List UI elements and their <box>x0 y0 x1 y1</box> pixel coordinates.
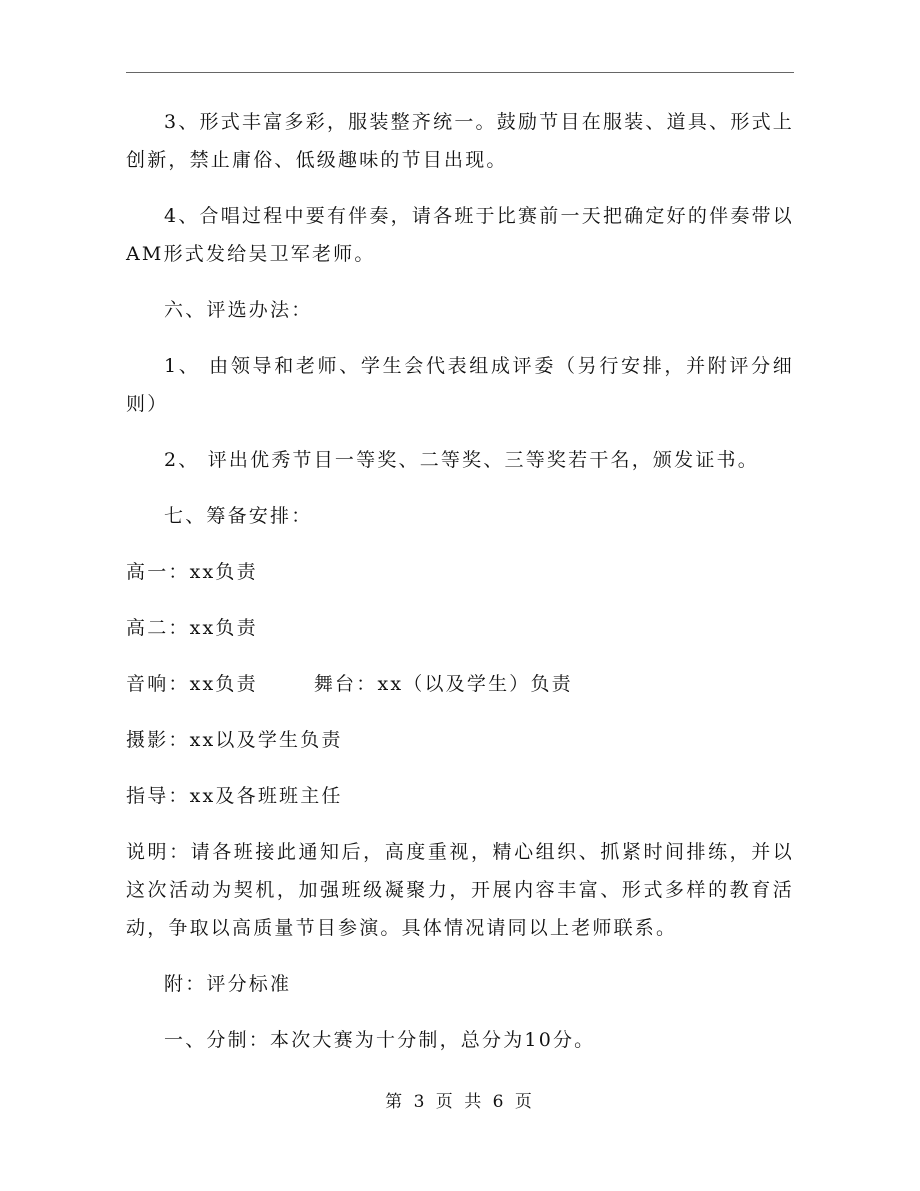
paragraph-score-system: 一、分制：本次大赛为十分制，总分为10分。 <box>164 1029 596 1051</box>
page-footer: 第 3 页 共 6 页 <box>385 1092 535 1112</box>
line-grade-two: 高二：xx负责 <box>126 617 258 639</box>
line-grade-one: 高一：xx负责 <box>126 561 258 583</box>
paragraph-costume-requirement: 3、形式丰富多彩，服装整齐统一。鼓励节目在服装、道具、形式上创新，禁止庸俗、低级趣味的节目出现。 <box>126 111 794 171</box>
heading-selection-method: 六、评选办法： <box>164 299 313 321</box>
paragraph-awards: 2、 评出优秀节目一等奖、二等奖、三等奖若干名，颁发证书。 <box>164 449 759 471</box>
heading-preparation: 七、筹备安排： <box>164 505 313 527</box>
paragraph-accompaniment: 4、合唱过程中要有伴奏，请各班于比赛前一天把确定好的伴奏带以AM形式发给吴卫军老师。 <box>126 205 794 265</box>
paragraph-explanation: 说明：请各班接此通知后，高度重视，精心组织、抓紧时间排练，并以这次活动为契机，加强班级凝聚力，开展内容丰富、形式多样的教育活动，争取以高质量节目参演。具体情况请同以上老师联系。 <box>126 841 794 939</box>
header-rule <box>126 72 794 73</box>
line-guidance: 指导：xx及各班班主任 <box>126 785 343 807</box>
line-photography: 摄影：xx以及学生负责 <box>126 729 343 751</box>
line-sound-stage <box>126 665 794 703</box>
line-stage: 舞台：xx（以及学生）负责 <box>313 673 573 695</box>
line-sound: 音响：xx负责 <box>126 673 258 695</box>
heading-scoring-standard: 附：评分标准 <box>164 973 292 995</box>
document-body <box>126 103 794 1077</box>
paragraph-judges: 1、 由领导和老师、学生会代表组成评委（另行安排，并附评分细则） <box>126 355 794 415</box>
